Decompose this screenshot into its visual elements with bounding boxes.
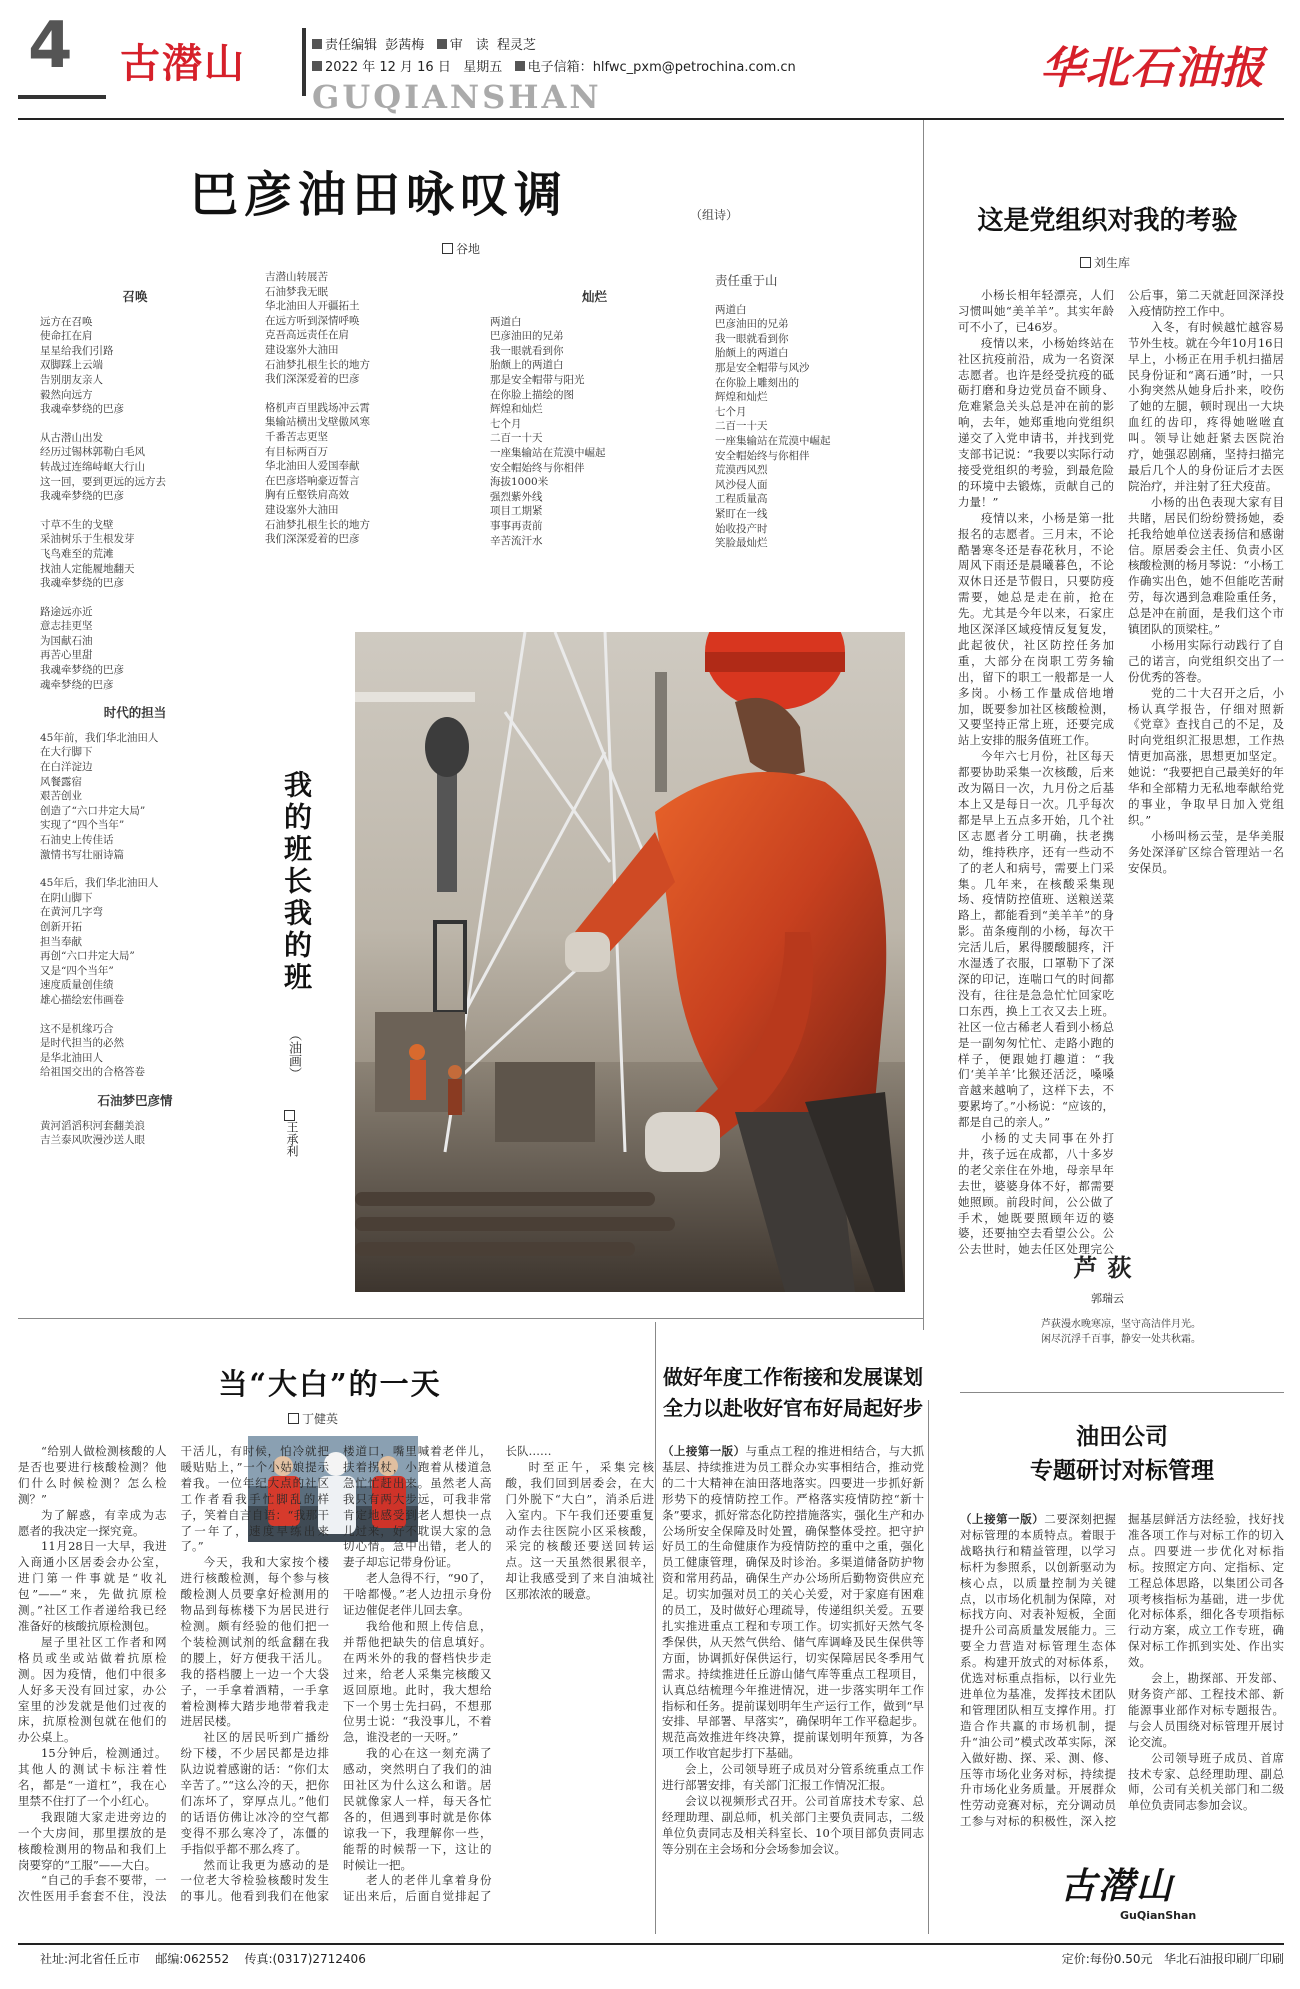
poem-line: 格机声百里践场冲云霄 xyxy=(265,401,370,414)
poem-line: 创造了“六口井定大局” xyxy=(40,804,146,817)
poem-line: 找油人定能履地翻天 xyxy=(40,562,135,575)
poem-column-2 xyxy=(265,270,445,600)
footer-postcode: 邮编:062552 xyxy=(155,1952,230,1966)
small-poem-body: 芦荻漫水晚寒凉，坚守高洁伴月光。 闲尽沉浮千百事，静安一处共秋霜。 xyxy=(1041,1319,1201,1345)
poem-line: 在阴山脚下 xyxy=(40,891,93,904)
poem-line: 毅然向远方 xyxy=(40,388,93,401)
poem-line: 荒漠西风烈 xyxy=(715,464,768,477)
poem-line: 有目标两百万 xyxy=(265,445,328,458)
poem-line: 建设塞外大油田 xyxy=(265,343,339,356)
poem-line: 强烈紫外线 xyxy=(490,490,543,503)
poem-line: 飞鸟难至的荒滩 xyxy=(40,547,114,560)
poem-line: 巴彦油田的兄弟 xyxy=(490,330,564,343)
poem-line: 在黄河几字弯 xyxy=(40,906,103,919)
dabai-article-title: 当“大白”的一天 xyxy=(218,1367,442,1401)
article-paragraph: 小杨长相年轻漂亮，人们习惯叫她“美羊羊”。其实年龄可不小了，已46岁。 xyxy=(958,288,1114,334)
poem-stanza xyxy=(40,1022,230,1080)
footer-fax: 传真:(0317)2712406 xyxy=(244,1952,366,1966)
poem-line: 石油梦扎根生长的地方 xyxy=(265,518,370,531)
poem-line: 担当奉献 xyxy=(40,935,82,948)
article-paragraph: 我给他和照上传信息，并帮他把缺失的信息填好。在两米外的我的督档快步走过来，给老人采集完核酸又返回原地。此时，我大想给下一个男士先扫码，不想那位男士说：“我没事儿，不着急，谁没老的一天呀。” xyxy=(343,1618,492,1745)
article-paragraph: 时至正午，采集完核酸，我们回到居委会，在大门外脱下“大白”，消杀后进入室内。下午我们还要重复动作去往医院小区采核酸，采完的核酸还要送回转运点。这一天虽然很累很辛，却让我感受到了来自油城社区那浓浓的暖意。 xyxy=(505,1459,654,1602)
poem-line: 胎颇上的两道白 xyxy=(715,347,789,360)
poem-line: 我魂牵梦绕的巴彦 xyxy=(40,490,124,503)
poem-line: 我魂牵梦绕的巴彦 xyxy=(40,403,124,416)
poem-line: 是华北油田人 xyxy=(40,1051,103,1064)
article-paragraph: 老人的老伴儿拿着身份证出来后，后面自觉排起了长队…… xyxy=(343,1444,552,1904)
right-article-byline: 刘生库 xyxy=(1080,254,1130,271)
poem-line: 始收投产时 xyxy=(715,522,768,535)
footer-address: 社址:河北省任丘市 xyxy=(40,1952,141,1966)
poem-line: 两道白 xyxy=(490,315,522,328)
paper-logo: 华北石油报 xyxy=(1040,43,1265,94)
poem-stanza xyxy=(40,605,230,693)
poem-line: 吉潜山转展苦 xyxy=(265,271,328,283)
poem-column-4 xyxy=(715,270,890,600)
continued-label: （上接第一版） xyxy=(960,1512,1045,1526)
poem-stanza xyxy=(40,518,230,591)
poem-line: 石油梦扎根生长的地方 xyxy=(265,358,370,371)
poem-line: 风餐露宿 xyxy=(40,775,82,788)
poem-line: 二百一十天 xyxy=(715,420,768,433)
poem-line: 意志挂更坚 xyxy=(40,620,93,633)
poem-line: 华北油田人开疆拓土 xyxy=(265,300,360,313)
poem-line: 辉煌和灿烂 xyxy=(490,403,543,416)
poem-line: 再苦心里甜 xyxy=(40,649,93,662)
oil-painting-image xyxy=(355,632,905,1292)
poem-line: 经历过锡林郭勒白毛风 xyxy=(40,446,145,459)
poem-line: 事事再责前 xyxy=(490,519,543,532)
date-line: 2022 年 12 月 16 日 星期五 电子信箱：hlfwc_pxm@petrochina.com.cn xyxy=(312,56,796,75)
poem-line: 在巴彦塔响豪迈誓言 xyxy=(265,474,360,487)
poem-line: 在远方听到深情呼唤 xyxy=(265,314,360,327)
poem-stanza xyxy=(40,315,230,417)
article-paragraph: 疫情以来，小杨始终站在社区抗疫前沿，成为一名资深志愿者。也许是经受抗疫的砥砺打磨和身边党员奋不顾身、危难紧急关头总是冲在前的影响，去年，她郑重地向党组织递交了入党申请书，并找到党支部书记说：“我要以实际行动接受党组织的考验，到最危险的环境中去锻炼，贡献自己的力量！” xyxy=(958,335,1114,509)
poem-line: 寸草不生的戈壁 xyxy=(40,518,114,531)
poem-line: 雄心描绘宏伟画卷 xyxy=(40,993,124,1006)
poem-line: 路途远亦近 xyxy=(40,605,93,618)
poem-line: 辉煌和灿烂 xyxy=(715,391,768,404)
article-paragraph: 老人急得不行，“90了，干啥都慢。”老人边扭示身份证边催促老伴儿回去拿。 xyxy=(343,1571,492,1618)
poem-line: 紧盯在一线 xyxy=(715,507,768,520)
painting-caption xyxy=(268,770,318,1200)
oilfield-article-body xyxy=(960,1512,1284,1832)
article-paragraph: 小杨的丈夫同事在外打井，孩子远在成都，八十多岁的老父亲住在外地，母亲早年去世，婆婆身体不好，都需要她照顾。前段时间，公公做了手术，她既要照顾年迈的婆婆，还要抽空去看望公公。公公去世时，她去任区处理完公公后事，第二天就赶回深泽投入疫情防控工作中。 xyxy=(958,288,1284,1257)
poem-line: 实现了“四个当年” xyxy=(40,819,125,832)
article-paragraph: 入冬，有时候越忙越容易节外生枝。就在今年10月16日早上，小杨正在用手机扫描居民身份证和“离石通”时，一只小狗突然从她身后扑来，咬伤了她的左腿，顿时现出一大块血红的齿印，疼得她咝咝直叫。领导让她赶紧去医院治疗，她强忍剧痛，坚持扫描完最后几个人的身份证后才去医院治疗，并注射了狂犬疫苗。 xyxy=(1128,319,1284,493)
masthead xyxy=(0,0,1300,120)
poem-section-title: 召唤 xyxy=(122,289,148,304)
article-paragraph: 屋子里社区工作者和网格员或坐或站做着抗原检测。因为疫情，他们中很多人好多天没有回过家，办公室里的沙发就是他们过夜的床，抗原检测包就在他们的办公桌上。 xyxy=(18,1634,167,1745)
poem-line: 胸有丘壑铁肩高效 xyxy=(265,489,349,502)
section-name: 古潜山 xyxy=(120,40,246,87)
poem-line: 转战过连绵峙岖大行山 xyxy=(40,460,145,473)
poem-line: 在白洋淀边 xyxy=(40,761,93,774)
poem-line: 给祖国交出的合格答卷 xyxy=(40,1066,145,1079)
painting-genre: （油画） xyxy=(286,1028,301,1080)
poem-line: 星星给我们引路 xyxy=(40,344,114,357)
footer-price: 定价:每份0.50元 xyxy=(1061,1952,1153,1966)
guqianshan-logo: 古潜山 GuQianShan xyxy=(1060,1865,1197,1922)
article-paragraph: “自己的手套不要带，一次性医用手套套不住，没法干活儿，有时候，怕冷就把暖贴贴上，”一个小姑娘提示着我。一位年纪大点的社区工作者看我手忙脚乱的样子，笑着自言自语：“我那干了一年了，速度早练出来了。” xyxy=(18,1444,329,1904)
poem-line: 这一回，要到更远的远方去 xyxy=(40,475,166,488)
article-paragraph: 小杨的出色表现大家有目共睹，居民们纷纷赞扬她，委托我给她单位送表扬信和感谢信。原居委会主任、负责小区核酸检测的杨月琴说：“小杨工作确实出色，她不但能吃苦耐劳，每次遇到急难险重任务，总是冲在前面，是我们这个市镇团队的顶梁柱。” xyxy=(1128,494,1284,637)
poem-line: 集输站横出戈壁傲风寒 xyxy=(265,416,370,429)
poem-stanza xyxy=(40,431,230,504)
poem-line: 华北油田人爱国奉献 xyxy=(265,460,360,473)
poem-line: 为国献石油 xyxy=(40,634,93,647)
work-article-title: 做好年度工作衔接和发展谋划 全力以赴收好官布好局起好步 xyxy=(663,1365,923,1420)
poem-stanza xyxy=(265,270,445,387)
poem-line: 再创“六口井定大局” xyxy=(40,950,135,963)
poem-line: 魂牵梦绕的巴彦 xyxy=(40,678,114,691)
article-paragraph: 党的二十大召开之后，小杨认真学报告，仔细对照新《党章》查找自己的不足，及时向党组织汇报思想，工作热情更加高涨，思想更加坚定。她说：“我要把自己最美好的年华和全部精力无私地奉献给党的事业，争取早日加入党组织。” xyxy=(1128,685,1284,827)
article-paragraph: 15分钟后，检测通过。其他人的测试卡标注着性名，都是“一道杠”，我在心里禁不住打了一个小红心。 xyxy=(18,1746,167,1808)
poem-line: 采油树乐于生根发芽 xyxy=(40,533,135,546)
credits-line: 责任编辑 彭茜梅 审 读 程灵芝 xyxy=(312,34,536,53)
poem-line: 项目工期紧 xyxy=(490,505,543,518)
poem-line: 从古潜山出发 xyxy=(40,431,103,444)
poem-line: 一座集输站在荒漠中崛起 xyxy=(490,446,606,459)
poem-section-title: 石油梦巴彦情 xyxy=(97,1092,173,1108)
poem-line: 石油史上传佳话 xyxy=(40,834,114,846)
small-poem-author: 郭瑞云 xyxy=(1091,1292,1124,1305)
poem-line: 胎颇上的两道白 xyxy=(490,359,564,372)
poem-line: 45年前，我们华北油田人 xyxy=(40,731,159,744)
poem-suite-genre: （组诗） xyxy=(690,208,739,222)
poem-line: 七个月 xyxy=(490,417,522,430)
poem-line: 工程质量高 xyxy=(715,493,768,506)
poem-stanza xyxy=(40,1119,230,1148)
poem-line: 在你脸上雕刻出的 xyxy=(715,376,799,389)
poem-line: 又是“四个当年” xyxy=(40,964,114,977)
article-paragraph: （上接第一版）与重点工程的推进相结合，与大抓基层、持续推进为员工群众办实事相结合，推动党的二十大精神在油田落地落实。四要进一步抓好新形势下的疫情防控工作。严格落实疫情防控“新十条”要求，抓好常态化防控措施落实，强化生产和办公场所安全保障及时处置，确保整体受控。把守护好员工的生命健康作为疫情防控的重中之重，强化员工健康管理，确保及时诊治。多渠道储备防护物资和常用药品，确保生产办公场所后勤物资供应充足。切实加强对员工的关心关爱，对于家庭有困难的员工，及时做好心理疏导，传递组织关爱。五要扎实推进重点工程和专项工作。切实抓好天然气冬季保供，从天然气供给、储气库调峰及民生保供等方面，协调抓好保供运行，切实保障居民冬季用气需求。持续推进任丘游山储气库等重点工程项目，认真总结梳理今年推进情况，进一步落实明年工作指标和任务。提前谋划明年生产运行工作，做到“早安排、早部署、早落实”，确保明年工作平稳起步。规范高效推进年终决算，提前谋划明年预算，为各项工作收官起步打下基础。 xyxy=(662,1444,924,1761)
article-paragraph: 我跟随大家走进旁边的一个大房间，那里摆放的是核酸检测用的物品和我们上岗要穿的“工服”——大白。 xyxy=(18,1809,167,1872)
dabai-article-byline: 丁健英 xyxy=(288,1410,338,1427)
continued-label: （上接第一版） xyxy=(662,1444,746,1458)
issue-date: 2022 年 12 月 16 日 xyxy=(325,60,451,75)
article-paragraph: 会上，公司领导班子成员对分管系统重点工作进行部署安排，有关部门汇报工作情况汇报。 xyxy=(662,1762,924,1793)
poem-line: 吉兰泰风吹漫沙送人眼 xyxy=(40,1134,145,1147)
poem-suite-byline: 谷地 xyxy=(442,240,480,257)
painting-title: 我的班长我的班 xyxy=(280,770,313,994)
poem-stanza xyxy=(40,876,230,1007)
poem-line: 我魂牵梦绕的巴彦 xyxy=(40,664,124,677)
article-paragraph: 会议以视频形式召开。公司首席技术专家、总经理助理、副总师，机关部门主要负责同志，二级单位负责同志及相关科室长、10个项目部负责同志等分别在主会场和分会场参加会议。 xyxy=(662,1793,924,1856)
work-article-body xyxy=(662,1444,924,1914)
article-paragraph: 疫情以来，小杨是第一批报名的志愿者。三月末，不论酷暑寒冬还是春花秋月，不论周风下雨还是晨曦暮色，不论双休日还是节假日，只要防疫需要，她总是走在前，抢在先。尤其是今年以来，石家庄地区深泽区域疫情反复复发，此起彼伏，社区防控任务加重，大部分在岗职工劳务输出，留下的职工一般都是一人多岗。小杨工作量成倍地增加，既要参加社区核酸检测，又要坚持正常上班，还要完成站上安排的服务值班工作。 xyxy=(958,510,1114,748)
article-paragraph: 今年六七月份，社区每天都要协助采集一次核酸，后来改为隔日一次，九月份之后基本上又是每日一次。几乎每次都是早上五点多开始，几个社区志愿者分工明确，扶老携幼，维持秩序，还有一些动不了的老人和病号，需要上门采集。几年来，在核酸采集现场、疫情防控值班、送粮送菜路上，都能看到“美羊羊”的身影。苗条瘦削的小杨，每次干完活儿后，累得腰酸腿疼，汗水湿透了衣服，口罩勒下了深深的印记，连喘口气的时间都没有，往往是急急忙忙回家吃口东西，换上工衣又去上班。社区一位古稀老人看到小杨总是一副匆匆忙忙、走路小跑的样子，便跟她打趣道：“我们‘美羊羊’比猴还活泛，嗓嗓音越来越响了，这样下去，不要累垮了。”小杨说：“应该的，都是自己的亲人。” xyxy=(958,749,1114,1130)
article-paragraph: 社区的居民听到广播纷纷下楼，不少居民都是边排队边说着感谢的话：“你们太辛苦了。”“这么冷的天，把你们冻坏了，穿厚点儿。”他们的话语仿佛让冰冷的空气都变得不那么寒冷了，冻僵的手指似乎都不那么疼了。 xyxy=(180,1730,329,1856)
poem-line: 巴彦油田的兄弟 xyxy=(715,318,789,331)
poem-line: 告别朋友亲人 xyxy=(40,373,103,386)
article-paragraph: “给别人做检测核酸的人是否也要进行核酸检测？他们什么时候检测？怎么检测？” xyxy=(18,1444,167,1506)
painting-author: 王承利 xyxy=(284,1110,301,1157)
poem-line: 在大行脚下 xyxy=(40,746,93,759)
poem-line: 45年后，我们华北油田人 xyxy=(40,877,159,890)
poem-line: 两道白 xyxy=(715,303,747,316)
poem-line: 安全帽始终与你相伴 xyxy=(490,461,585,474)
article-paragraph: 小杨用实际行动践行了自己的诺言，向党组织交出了一份优秀的答卷。 xyxy=(1128,637,1284,684)
page-number: 4 xyxy=(28,9,73,83)
poem-line: 辛苦流汗水 xyxy=(490,534,543,547)
poem-suite-title: 巴彦油田咏叹调 xyxy=(190,167,569,223)
article-paragraph: 会上，勘探部、开发部、财务资产部、工程技术部、新能源事业部作对标专题报告。与会人员围绕对标管理开展讨论交流。 xyxy=(1128,1671,1284,1749)
poem-line: 创新开拓 xyxy=(40,920,82,933)
poem-line: 那是安全帽带与阳光 xyxy=(490,373,585,386)
poem-line: 黄河滔滔积河套翻美浪 xyxy=(40,1119,145,1132)
poem-section-title: 灿烂 xyxy=(582,289,608,304)
poem-line: 在你脸上描绘的图 xyxy=(490,388,574,401)
article-paragraph: 小杨叫杨云莹，是华美服务处深泽矿区综合管理站一名安保员。 xyxy=(1128,828,1284,875)
poem-column-3 xyxy=(490,286,670,606)
poem-line: 艰苦创业 xyxy=(40,790,82,803)
poem-line: 使命扛在肩 xyxy=(40,330,93,343)
poem-line: 海拔1000米 xyxy=(490,476,549,489)
poem-line: 那是安全帽带与风沙 xyxy=(715,361,810,374)
poem-line: 建设塞外大油田 xyxy=(265,503,339,516)
article-paragraph: 今天，我和大家按个楼进行核酸检测，每个参与核酸检测人员要拿好检测用的物品到每栋楼下为居民进行检测。颇有经验的他们把一个装检测试剂的纸盒翻在我的腰上，好方便我干活儿。我的搭档腰上一边一个大袋子，一手拿着酒精，一手拿着检测棒大踏步地带着我走进居民楼。 xyxy=(180,1555,329,1729)
footer-printer: 华北石油报印刷厂印刷 xyxy=(1163,1952,1284,1966)
article-paragraph: 为了解惑，有幸成为志愿者的我决定一探究竟。 xyxy=(18,1507,167,1538)
article-paragraph: 然而让我更为感动的是一位老大爷检验核酸时发生的事儿。他看到我们在他家楼道口，嘴里喊着老伴儿，扶着拐杖，小跑着从楼道急急忙忙赶出来。虽然老人高我只有两大步远，可我非常肯定地感受到老人想快一点儿过来，好不耽误大家的急切心情。急中出错，老人的妻子却忘记带身份证。 xyxy=(180,1444,492,1904)
poem-line: 一座集输站在荒漠中崛起 xyxy=(715,434,831,447)
poem-line: 千番苦志更坚 xyxy=(265,430,328,443)
poem-line: 我一眼就看到你 xyxy=(715,332,789,345)
poem-line: 风沙侵人面 xyxy=(715,478,768,491)
poem-section-title: 时代的担当 xyxy=(103,705,167,721)
poem-line: 这不是机缘巧合 xyxy=(40,1022,114,1035)
poem-line: 我魂牵梦绕的巴彦 xyxy=(40,577,124,590)
small-poem-title: 芦荻 xyxy=(1073,1253,1142,1282)
article-paragraph: （上接第一版）二要深刻把握对标管理的本质特点。着眼于战略执行和精益管理，以学习标杆为参照系，以创新驱动为核心点，以质量控制为关键点，以市场化机制为保障，对标找方向、对表补短板，全面提升公司高质量发展能力。三要全力营造对标管理生态体系。构建开放式的对标体系，优选对标重点指标，以行业先进单位为基准，发挥技术团队和管理团队相互支撑作用。打造合作共赢的市场机制，提升“油公司”模式改革实际，深入做好勘、探、采、测、修、压等市场化业务对标，持续提升市场化业务质量。开展群众性劳动竞赛对标，充分调动员工参与对标的积极性，深入挖掘基层鲜活方法经验，找好找准各项工作与对标工作的切入点。四要进一步优化对标指标。按照定方向、定指标、定工程总体思路，以集团公司各项考核指标为基础，进一步优化对标体系，细化各专项指标行动方案，成立工作专班，确保对标工作抓到实处、作出实效。 xyxy=(960,1512,1284,1829)
poem-line: 二百一十天 xyxy=(490,432,543,445)
poem-line: 笑脸最灿烂 xyxy=(715,537,768,550)
article-paragraph: 我的心在这一刻充满了感动，突然明白了我们的油田社区为什么这么和谐。居民就像家人一样，每天各忙各的，但遇到事时就是你体谅我一下，我理解你一些，能帮的时候帮一下，这让的时候让一把。 xyxy=(343,1746,492,1872)
oilfield-article-title: 油田公司 专题研讨对标管理 xyxy=(1030,1423,1214,1484)
article-paragraph: 公司领导班子成员、首席技术专家、总经理助理、副总师，公司有关机关部门和二级单位负责同志参加会议。 xyxy=(1128,1750,1284,1813)
poem-line: 石油梦我无眠 xyxy=(265,285,328,298)
poem-column-1 xyxy=(40,286,230,1281)
issue-weekday: 星期五 xyxy=(463,60,503,75)
article-paragraph: 11月28日一大早，我进入商通小区居委会办公室，进门第一件事就是“收礼包”——“来，先做抗原检测。”社区工作者递给我已经准备好的核酸抗原检测包。 xyxy=(18,1539,167,1633)
poem-line: 远方在召唤 xyxy=(40,315,93,328)
right-article-title: 这是党组织对我的考验 xyxy=(977,206,1238,236)
poem-line: 安全帽始终与你相伴 xyxy=(715,449,810,462)
footer xyxy=(40,1950,1284,1970)
poem-stanza xyxy=(265,401,445,547)
poem-line: 速度质量创佳绩 xyxy=(40,979,114,992)
poem-line: 克吾高远责任在肩 xyxy=(265,329,349,342)
poem-line: 是时代担当的必然 xyxy=(40,1037,124,1050)
poem-line: 我们深深爱着的巴彦 xyxy=(265,533,360,546)
poem-line: 七个月 xyxy=(715,405,747,418)
poem-section-title: 责任重于山 xyxy=(715,273,778,288)
poem-line: 我们深深爱着的巴彦 xyxy=(265,373,360,386)
poem-stanza xyxy=(40,731,230,862)
section-pinyin: GUQIANSHAN xyxy=(312,78,602,116)
poem-line: 双脚踩上云端 xyxy=(40,359,103,372)
poem-line: 我一眼就看到你 xyxy=(490,344,564,357)
right-article-body xyxy=(958,288,1284,1288)
email: hlfwc_pxm@petrochina.com.cn xyxy=(592,60,796,75)
poem-line: 激情书写壮丽诗篇 xyxy=(40,848,124,861)
